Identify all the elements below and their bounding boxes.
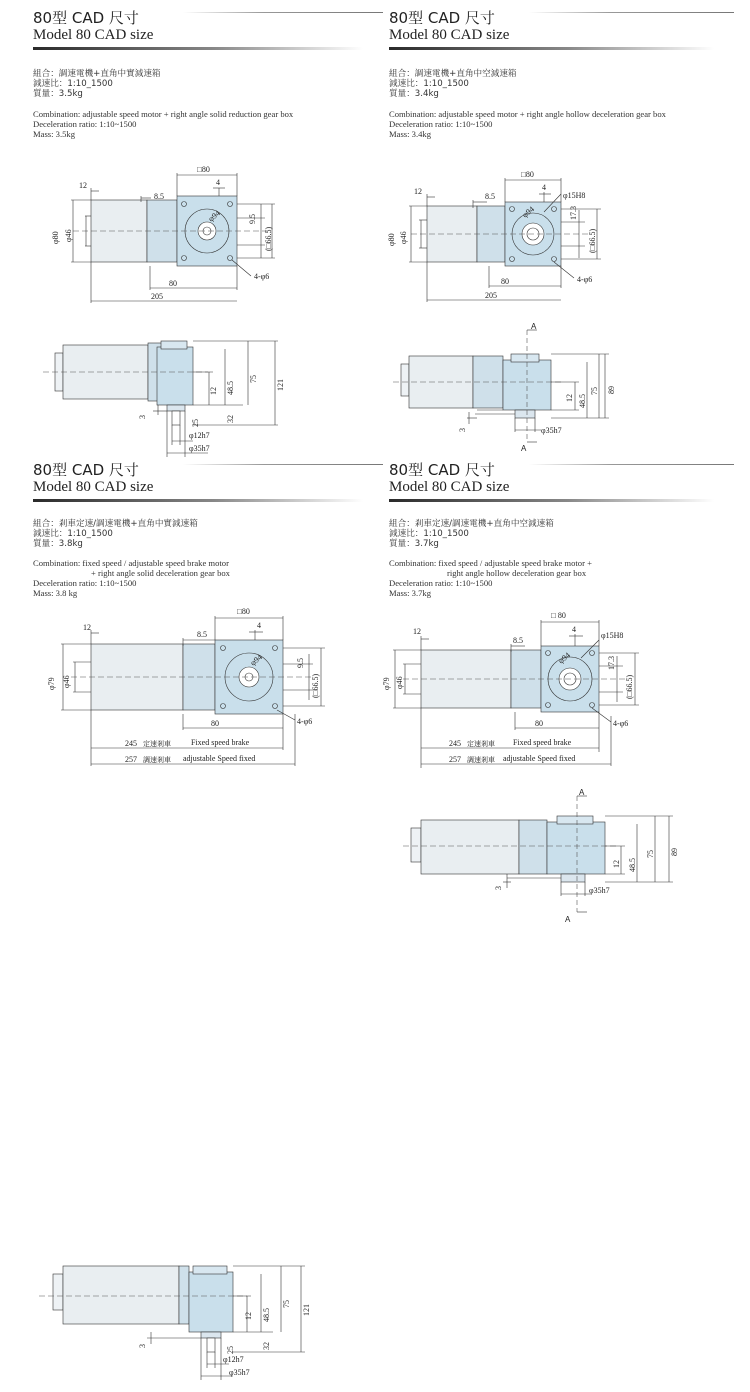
dim-len-257-en: adjustable Speed fixed <box>503 754 576 763</box>
dim-len-257-cn: 調速剎車 <box>467 756 495 764</box>
header-rule <box>389 499 714 502</box>
header-rule-top <box>529 12 734 13</box>
dim-12-v: 12 <box>244 1312 253 1320</box>
dim-12-v: 12 <box>209 387 218 395</box>
spec-cn-line: 減速比：1:10_1500 <box>389 79 469 89</box>
dim-length: 205 <box>151 292 163 301</box>
dim-boss: φ35h7 <box>189 444 210 453</box>
spec-cn <box>33 519 198 549</box>
dim-8-5: 8.5 <box>513 636 523 645</box>
output-boss <box>515 410 535 418</box>
section-mark-top: A <box>579 788 585 797</box>
dim-phi80: φ80 <box>387 233 396 246</box>
gearbox-top <box>557 816 593 824</box>
spec-en-line: Deceleration ratio: 1:10~1500 <box>389 119 493 129</box>
header-rule <box>33 47 363 50</box>
dim-sq66-5: (□66.5) <box>625 674 634 699</box>
spec-cn-line: 減速比：1:10_1500 <box>33 529 113 539</box>
dim-89: 89 <box>607 386 616 394</box>
gearbox-body <box>547 822 605 874</box>
spec-cn-line: 質量：3.4kg <box>389 89 439 99</box>
dim-sq66-5: (□66.5) <box>588 228 597 253</box>
dim-4: 4 <box>257 621 261 630</box>
dim-phi79: φ79 <box>382 677 391 690</box>
dim-holes: 4-φ6 <box>254 272 270 281</box>
dim-square: □80 <box>237 607 250 616</box>
dim-length: 205 <box>485 291 497 300</box>
dim-len-245-en: Fixed speed brake <box>513 738 572 747</box>
dim-shaft: φ12h7 <box>223 1355 244 1364</box>
dim-4: 4 <box>216 178 220 187</box>
spec-en <box>389 558 592 598</box>
brake-motor-body <box>63 1266 179 1324</box>
spec-cn <box>389 69 517 99</box>
dim-75: 75 <box>590 387 599 395</box>
title-cn: 80型 CAD 尺寸 <box>33 9 139 27</box>
spec-en-line: Combination: adjustable speed motor + right angle solid reduction gear box <box>33 109 294 119</box>
section-mark-bottom: A <box>565 915 571 924</box>
dim-89: 89 <box>670 848 679 856</box>
dim-square: □80 <box>197 165 210 174</box>
dim-len-257: 257 <box>125 755 137 764</box>
spec-cn-line: 組合：調速電機+直角中實減速箱 <box>33 69 161 79</box>
dim-phi94: φ94 <box>206 208 222 224</box>
dim-80: 80 <box>501 277 509 286</box>
dim-len-257: 257 <box>449 755 461 764</box>
dim-17-3: 17.3 <box>607 656 616 670</box>
motor-endcap <box>401 364 409 396</box>
spec-en <box>33 558 230 598</box>
header-rule-top <box>183 464 383 465</box>
dim-phi94: φ94 <box>520 204 536 220</box>
output-boss <box>561 874 585 882</box>
dim-17-3: 17.3 <box>569 206 578 220</box>
header-rule-top <box>529 464 734 465</box>
dim-holes: 4-φ6 <box>613 719 629 728</box>
spec-en-line: Mass: 3.8 kg <box>33 588 78 598</box>
dim-phi94: φ94 <box>556 650 572 666</box>
spec-en-line: + right angle solid deceleration gear box <box>91 568 230 578</box>
dim-boss: φ35h7 <box>541 426 562 435</box>
dim-square: □ 80 <box>551 611 566 620</box>
dim-12: 12 <box>79 181 87 190</box>
dim-3: 3 <box>494 886 503 890</box>
dim-phi46: φ46 <box>62 675 71 688</box>
spec-en-line: Mass: 3.4kg <box>389 129 432 139</box>
dim-121: 121 <box>302 1304 311 1316</box>
dim-len-245-cn: 定速剎車 <box>467 740 495 748</box>
spec-cn-line: 組合：剎車定速/調速電機+直角中空減速箱 <box>389 519 554 529</box>
dim-75: 75 <box>249 375 258 383</box>
gearbox-top <box>193 1266 227 1274</box>
top-view-drawing <box>389 160 749 310</box>
output-boss <box>201 1332 221 1338</box>
dim-80: 80 <box>211 719 219 728</box>
spec-cn-line: 組合：調速電機+直角中空減速箱 <box>389 69 517 79</box>
top-view-drawing <box>382 606 749 776</box>
spec-cn-line: 質量：3.8kg <box>33 539 83 549</box>
spec-en-line: Deceleration ratio: 1:10~1500 <box>389 578 493 588</box>
dim-25: 25 <box>191 419 200 427</box>
dim-len-245-en: Fixed speed brake <box>191 738 250 747</box>
section-mark-top: A <box>531 322 537 331</box>
dim-12-v: 12 <box>612 860 621 868</box>
gearbox-body <box>157 347 193 405</box>
dim-phi46: φ46 <box>395 676 404 689</box>
dim-32: 32 <box>262 1342 271 1350</box>
dim-48-5: 48.5 <box>628 858 637 872</box>
motor-flange <box>519 820 547 874</box>
panel-header <box>389 10 509 43</box>
dim-9-5: 9.5 <box>248 214 257 224</box>
output-boss <box>167 405 185 411</box>
dim-phi94: φ94 <box>248 652 264 668</box>
dim-80: 80 <box>169 279 177 288</box>
dim-8-5: 8.5 <box>197 630 207 639</box>
dim-121: 121 <box>276 379 285 391</box>
spec-en-line: Combination: fixed speed / adjustable speed brake motor + <box>389 558 592 568</box>
spec-en-line: Combination: fixed speed / adjustable speed brake motor <box>33 558 229 568</box>
spec-cn-line: 質量：3.5kg <box>33 89 83 99</box>
dim-phi80: φ80 <box>51 231 60 244</box>
motor-endcap <box>411 828 421 862</box>
dim-12-v: 12 <box>565 394 574 402</box>
dim-phi79: φ79 <box>47 677 56 690</box>
dim-square: □80 <box>521 170 534 179</box>
spec-en-line: Mass: 3.5kg <box>33 129 76 139</box>
dim-boss: φ35h7 <box>589 886 610 895</box>
spec-cn-line: 組合：剎車定速/調速電機+直角中實減速箱 <box>33 519 198 529</box>
dim-48-5: 48.5 <box>226 381 235 395</box>
panel-header <box>33 462 153 495</box>
panel-header <box>389 462 509 495</box>
spec-en-line: Mass: 3.7kg <box>389 588 432 598</box>
spec-en <box>389 109 666 139</box>
side-view-drawing <box>389 320 749 455</box>
output-shaft <box>207 1338 215 1352</box>
motor-endcap <box>53 1274 63 1310</box>
dim-3: 3 <box>138 1344 147 1348</box>
side-view-drawing <box>33 335 403 465</box>
dim-len-257-cn: 調速剎車 <box>143 756 171 764</box>
dim-8-5: 8.5 <box>154 192 164 201</box>
gearbox-top <box>161 341 187 349</box>
spec-cn <box>389 519 554 549</box>
dim-75: 75 <box>646 850 655 858</box>
title-en: Model 80 CAD size <box>33 27 154 43</box>
dim-48-5: 48.5 <box>262 1308 271 1322</box>
dim-80: 80 <box>535 719 543 728</box>
dim-sq66-5: (□66.5) <box>264 226 273 251</box>
dim-len-257-en: adjustable Speed fixed <box>183 754 256 763</box>
spec-en-line: Combination: adjustable speed motor + right angle hollow deceleration gear box <box>389 109 666 119</box>
dim-len-245: 245 <box>449 739 461 748</box>
title-en: Model 80 CAD size <box>389 479 510 495</box>
dim-4: 4 <box>542 183 546 192</box>
output-shaft <box>172 411 180 425</box>
dim-48-5: 48.5 <box>578 394 587 408</box>
dim-phi46: φ46 <box>399 231 408 244</box>
title-en: Model 80 CAD size <box>389 27 510 43</box>
dim-holes: 4-φ6 <box>297 717 313 726</box>
top-view-drawing <box>33 158 403 318</box>
spec-en-line: right angle hollow deceleration gear box <box>447 568 587 578</box>
dim-9-5: 9.5 <box>296 658 305 668</box>
spec-cn-line: 質量：3.7kg <box>389 539 439 549</box>
dim-shaft: φ12h7 <box>189 431 210 440</box>
dim-25: 25 <box>226 1346 235 1354</box>
dim-len-245: 245 <box>125 739 137 748</box>
top-view-drawing <box>33 604 403 774</box>
dim-4: 4 <box>572 625 576 634</box>
dim-sq66-5: (□66.5) <box>311 673 320 698</box>
brake-motor-body <box>421 820 519 874</box>
dim-8-5: 8.5 <box>485 192 495 201</box>
header-rule-top <box>183 12 383 13</box>
dim-bore: φ15H8 <box>601 631 624 640</box>
side-view-drawing <box>33 1262 403 1392</box>
spec-cn-line: 減速比：1:10_1500 <box>389 529 469 539</box>
title-en: Model 80 CAD size <box>33 479 154 495</box>
spec-en <box>33 109 293 139</box>
dim-75: 75 <box>282 1300 291 1308</box>
spec-en-line: Deceleration ratio: 1:10~1500 <box>33 119 137 129</box>
dim-boss: φ35h7 <box>229 1368 250 1377</box>
spec-cn-line: 減速比：1:10_1500 <box>33 79 113 89</box>
dim-12: 12 <box>414 187 422 196</box>
section-mark-bottom: A <box>521 444 527 453</box>
dim-32: 32 <box>226 415 235 423</box>
gearbox-top <box>511 354 539 362</box>
dim-len-245-cn: 定速剎車 <box>143 740 171 748</box>
dim-12: 12 <box>413 627 421 636</box>
dim-phi46: φ46 <box>64 229 73 242</box>
spec-cn <box>33 69 161 99</box>
header-rule <box>389 47 714 50</box>
motor-flange <box>179 1266 189 1324</box>
panel-header <box>33 10 153 43</box>
dim-3: 3 <box>138 415 147 419</box>
spec-en-line: Deceleration ratio: 1:10~1500 <box>33 578 137 588</box>
dim-bore: φ15H8 <box>563 191 586 200</box>
title-cn: 80型 CAD 尺寸 <box>389 9 495 27</box>
motor-flange <box>477 206 505 262</box>
title-cn: 80型 CAD 尺寸 <box>389 461 495 479</box>
dim-holes: 4-φ6 <box>577 275 593 284</box>
side-view-drawing <box>389 788 749 932</box>
gearbox-body <box>189 1272 233 1332</box>
title-cn: 80型 CAD 尺寸 <box>33 461 139 479</box>
dim-12: 12 <box>83 623 91 632</box>
header-rule <box>33 499 363 502</box>
dim-3: 3 <box>458 428 467 432</box>
